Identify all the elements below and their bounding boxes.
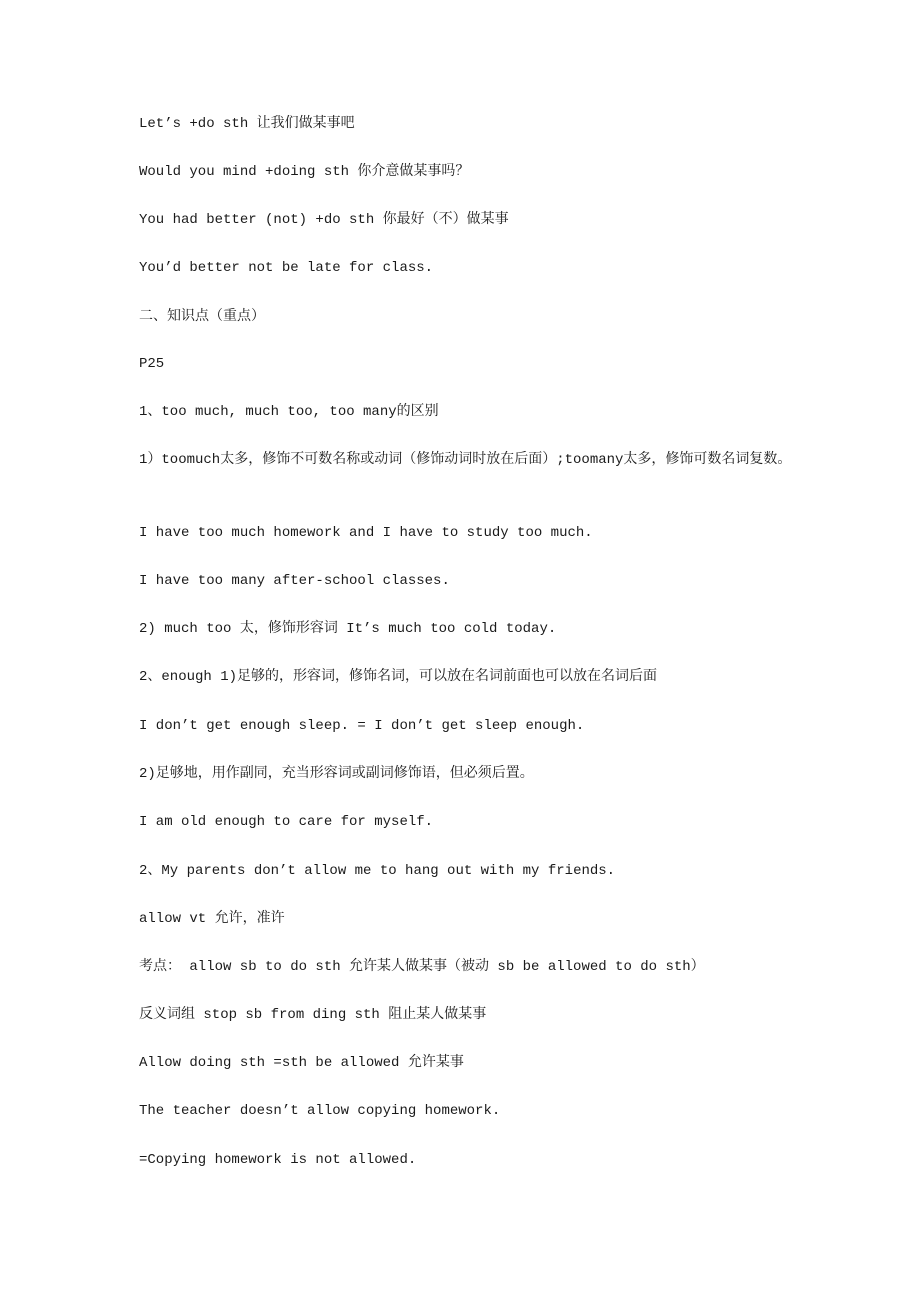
text-line-2: Would you mind +doing sth 你介意做某事吗？ bbox=[139, 164, 470, 180]
text-line-8: 1）toomuch太多，修饰不可数名称或动词（修饰动词时放在后面）;toomany太多，修饰可数名词复数。 bbox=[139, 452, 792, 468]
text-line-18: 考点： allow sb to do sth 允许某人做某事（被动 sb be allowed to do sth） bbox=[139, 959, 705, 975]
text-line-9: I have too much homework and I have to study too much. bbox=[139, 525, 593, 541]
section-heading-knowledge-points: 二、知识点（重点） bbox=[139, 308, 265, 324]
text-line-10: I have too many after-school classes. bbox=[139, 573, 450, 589]
text-line-12: 2、enough 1)足够的，形容词，修饰名词，可以放在名词前面也可以放在名词后面 bbox=[139, 669, 658, 685]
page-reference: P25 bbox=[139, 356, 165, 372]
text-line-4: You’d better not be late for class. bbox=[139, 260, 434, 276]
text-line-22: =Copying homework is not allowed. bbox=[139, 1152, 417, 1168]
text-line-11: 2) much too 太，修饰形容词 It’s much too cold today. bbox=[139, 621, 557, 637]
text-line-3: You had better (not) +do sth 你最好（不）做某事 bbox=[139, 212, 509, 228]
text-line-15: I am old enough to care for myself. bbox=[139, 814, 434, 830]
text-line-17: allow vt 允许，准许 bbox=[139, 911, 285, 927]
text-line-20: Allow doing sth =sth be allowed 允许某事 bbox=[139, 1055, 464, 1071]
text-line-14: 2)足够地，用作副同，充当形容词或副词修饰语，但必须后置。 bbox=[139, 766, 534, 782]
text-line-13: I don’t get enough sleep. = I don’t get sleep enough. bbox=[139, 718, 585, 734]
text-line-1: Let’s +do sth 让我们做某事吧 bbox=[139, 116, 355, 132]
text-line-21: The teacher doesn’t allow copying homework. bbox=[139, 1103, 501, 1119]
text-line-19: 反义词组 stop sb from ding sth 阻止某人做某事 bbox=[139, 1007, 487, 1023]
text-line-7: 1、too much, much too, too many的区别 bbox=[139, 404, 439, 420]
text-line-16: 2、My parents don’t allow me to hang out with my friends. bbox=[139, 863, 616, 879]
